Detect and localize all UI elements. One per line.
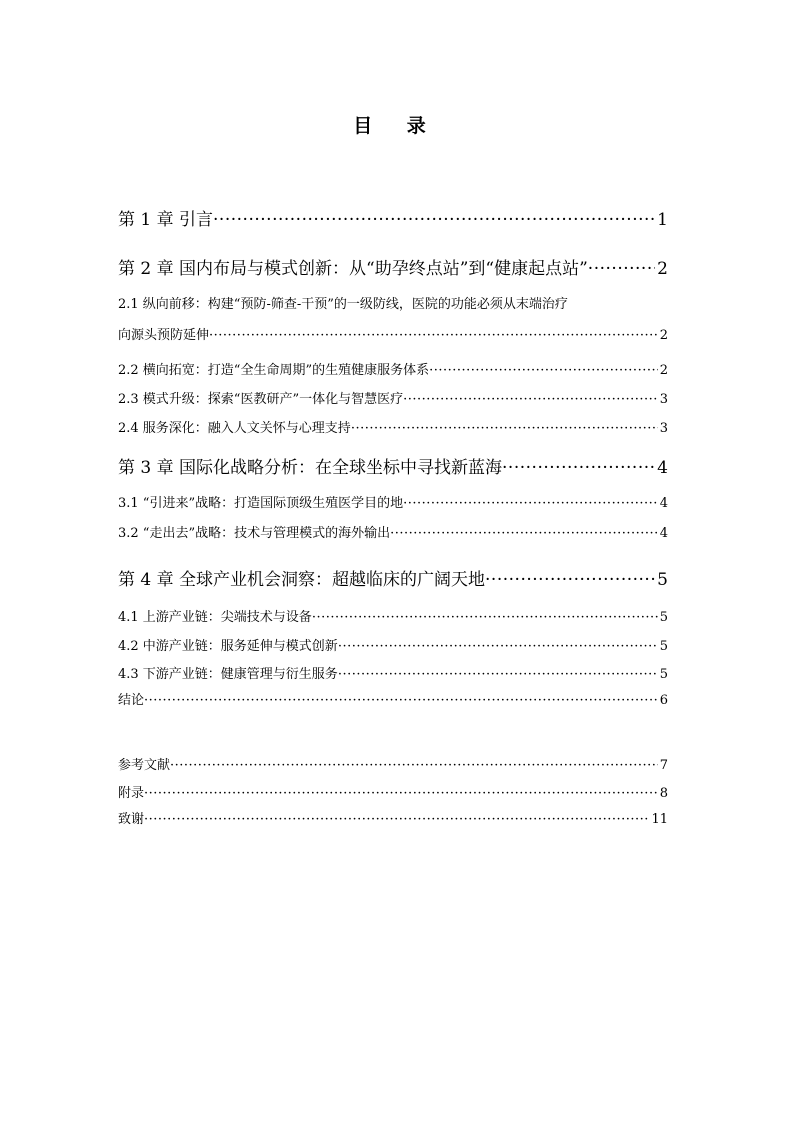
toc-leader-dots	[338, 638, 658, 656]
toc-entry-page: 2	[659, 328, 668, 343]
toc-entry-page: 8	[659, 786, 668, 801]
toc-leader-dots	[209, 327, 658, 345]
toc-entry-conclusion[interactable]	[118, 692, 668, 710]
toc-entry-section-2-2[interactable]	[118, 362, 668, 380]
toc-leader-dots	[403, 495, 658, 513]
toc-leader-dots	[588, 258, 655, 280]
toc-entry-label: 第 3 章 国际化战略分析：在全球坐标中寻找新蓝海	[118, 458, 503, 478]
toc-leader-dots	[338, 666, 658, 684]
toc-entry-page: 3	[659, 421, 668, 436]
toc-leader-dots	[144, 692, 658, 710]
toc-title: 目 录	[353, 115, 440, 137]
toc-entry-page: 5	[659, 639, 668, 654]
toc-leader-dots	[403, 391, 658, 409]
toc-entry-section-3-1[interactable]	[118, 495, 668, 513]
toc-entry-page: 2	[657, 259, 668, 279]
toc-entry-page: 4	[659, 496, 668, 511]
toc-entry-section-4-3[interactable]	[118, 666, 668, 684]
toc-entry-references[interactable]	[118, 757, 668, 775]
toc-entry-page: 2	[659, 363, 668, 378]
toc-leader-dots	[485, 569, 655, 591]
toc-entry-page: 5	[657, 570, 668, 590]
toc-entry-label: 2.2 横向拓宽：打造“全生命周期”的生殖健康服务体系	[118, 363, 430, 378]
toc-leader-dots	[429, 362, 658, 380]
toc-entry-label: 第 2 章 国内布局与模式创新：从“助孕终点站”到“健康起点站”	[118, 259, 588, 279]
toc-entry-page: 7	[659, 758, 668, 773]
toc-entry-page: 6	[659, 693, 668, 708]
toc-entry-page: 5	[659, 610, 668, 625]
toc-entry-chapter-3[interactable]	[118, 457, 668, 479]
toc-entry-label: 4.2 中游产业链：服务延伸与模式创新	[118, 639, 338, 654]
toc-entry-label: 结论	[118, 693, 145, 708]
toc-leader-dots	[144, 811, 649, 829]
toc-entry-section-4-1[interactable]	[118, 609, 668, 627]
toc-entry-label: 4.1 上游产业链：尖端技术与设备	[118, 610, 312, 625]
toc-entry-section-4-2[interactable]	[118, 638, 668, 656]
toc-entry-label: 致谢	[118, 812, 145, 827]
toc-entry-chapter-4[interactable]	[118, 569, 668, 591]
toc-entry-section-2-3[interactable]	[118, 391, 668, 409]
toc-leader-dots	[144, 785, 658, 803]
toc-entry-label: 第 1 章 引言	[118, 210, 214, 230]
toc-entry-page: 1	[657, 210, 668, 230]
toc-entry-label: 参考文献	[118, 758, 171, 773]
toc-leader-dots	[312, 609, 658, 627]
toc-entry-label: 4.3 下游产业链：健康管理与衍生服务	[118, 667, 338, 682]
toc-entry-acknowledgements[interactable]	[118, 811, 668, 829]
toc-entry-label: 附录	[118, 786, 145, 801]
toc-entry-section-2-4[interactable]	[118, 420, 668, 438]
toc-leader-dots	[390, 525, 658, 543]
toc-entry-label: 第 4 章 全球产业机会洞察：超越临床的广阔天地	[118, 570, 486, 590]
toc-entry-label: 2.3 模式升级：探索“医教研产”一体化与智慧医疗	[118, 392, 404, 407]
toc-leader-dots	[351, 420, 658, 438]
toc-entry-chapter-1[interactable]	[118, 209, 668, 231]
toc-entry-section-2-1-line1[interactable]: 2.1 纵向前移：构建“预防-筛查-干预”的一级防线，医院的功能必须从末端治疗	[118, 297, 568, 312]
toc-entry-page: 4	[659, 526, 668, 541]
toc-leader-dots	[213, 209, 655, 231]
toc-entry-page: 3	[659, 392, 668, 407]
toc-entry-label: 2.4 服务深化：融入人文关怀与心理支持	[118, 421, 351, 436]
toc-entry-label: 3.2 “走出去”战略：技术与管理模式的海外输出	[118, 526, 391, 541]
toc-leader-dots	[502, 457, 655, 479]
toc-entry-page: 4	[657, 458, 668, 478]
toc-entry-section-2-1[interactable]	[118, 327, 668, 345]
toc-entry-page: 11	[651, 812, 668, 827]
toc-entry-chapter-2[interactable]	[118, 258, 668, 280]
toc-entry-label: 3.1 “引进来”战略：打造国际顶级生殖医学目的地	[118, 496, 404, 511]
toc-leader-dots	[170, 757, 658, 775]
toc-entry-section-3-2[interactable]	[118, 525, 668, 543]
toc-entry-label: 向源头预防延伸	[118, 328, 210, 343]
toc-entry-page: 5	[659, 667, 668, 682]
toc-entry-appendix[interactable]	[118, 785, 668, 803]
